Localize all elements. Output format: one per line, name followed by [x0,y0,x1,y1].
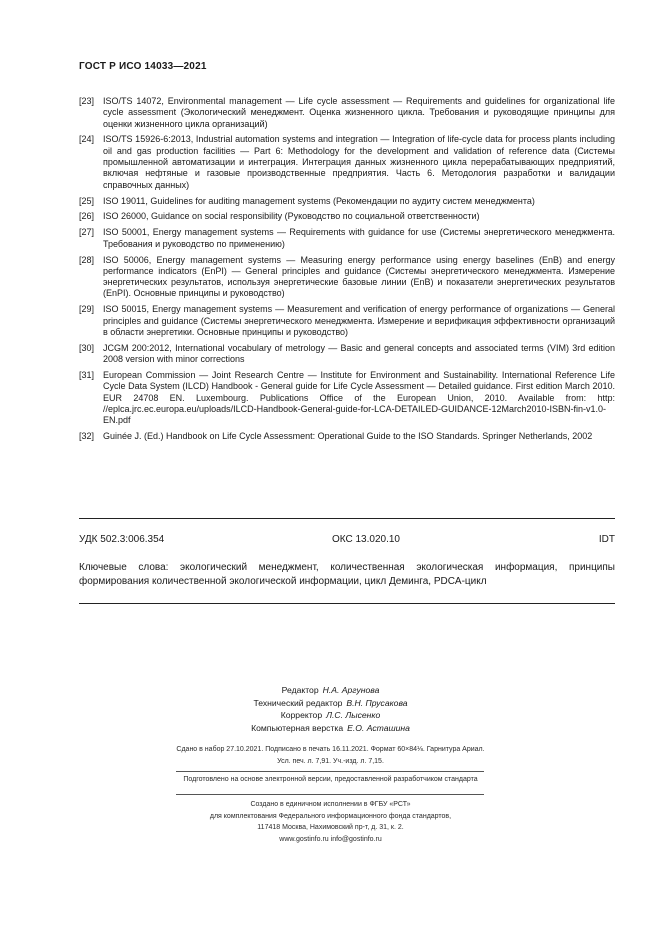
reference-number: [31] [79,369,95,380]
reference-number: [32] [79,431,95,442]
tech-editor-name: В.Н. Прусакова [346,697,408,708]
reference-item [79,134,615,190]
reference-number: [23] [79,96,95,106]
idt-mark: IDT [598,534,615,545]
reference-text: Guinée J. (Ed.) Handbook on Life Cycle Assessment: Operational Guide to the ISO Standards. Springer Netherlands, 2002 [103,431,593,442]
publisher-line: для комплектования Федерального информационного фонда стандартов, [209,812,452,820]
reference-text: ISO 26000, Guidance on social responsibility (Руководство по социальной ответственности) [103,211,480,222]
reference-number: [29] [79,304,95,315]
corrector-name: Л.С. Лысенко [326,710,381,721]
classification-row [79,534,615,547]
reference-text: ISO 50006, Energy management systems — Measuring energy performance using energy baselines (EnB) and energy performance indicators (EnPI) — General principles and guidance (Системы энергетического менеджмента. Измерение энергетических результатов, используя энергетические базовые линии (EnB) и показатели энергетических результатов (EnPI). Основные принципы и руководство) [103,254,615,299]
reference-text: ISO 50015, Energy management systems — Measurement and verification of energy performance of organizations — General principles and guidance (Системы энергетического менеджмента. Измерение и верификация эффективности организаций в области энергетики. Основные принципы и руководство) [103,304,615,337]
publisher-line: www.gostinfo.ru info@gostinfo.ru [279,835,382,843]
reference-text: ISO 50001, Energy management systems — Requirements with guidance for use (Системы энергетического менеджмента. Требования и руководство по применению) [103,227,615,249]
reference-number: [30] [79,342,95,353]
reference-item [79,227,615,250]
reference-item [79,370,615,426]
document-header: ГОСТ Р ИСО 14033—2021 [79,61,207,72]
reference-number: [24] [79,134,95,145]
reference-text: European Commission — Joint Research Centre — Institute for Environment and Sustainability. International Reference Life Cycle Data System (ILCD) Handbook - General guide for Life Cycle Assessment — Detailed guidance. First edition March 2010. EUR 24708 EN. Luxembourg. Publications Office of the European Union, 2010. Available from: http: //eplca.jrc.ec.europa.eu/uploads/ILCD-Handbook-General-guide-for-LCA-DETAILED-GUIDANCE-12March2010-ISBN-fin-v1.0-EN.pdf [103,369,615,426]
divider-thin [176,794,484,795]
corrector-row [0,709,661,722]
reference-item [79,96,615,130]
publisher-info [0,799,661,845]
imprint-line: Сдано в набор 27.10.2021. Подписано в печать 16.11.2021. Формат 60×84⅛. Гарнитура Ариал. [176,746,485,753]
layout-label: Компьютерная верстка [251,722,344,733]
reference-number: [26] [79,211,95,222]
reference-number: [27] [79,227,95,238]
reference-text: ISO 19011, Guidelines for auditing management systems (Рекомендации по аудиту систем менеджмента) [103,195,535,206]
editor-label: Редактор [281,685,319,695]
tech-editor-label: Технический редактор [253,697,343,708]
imprint-line: Усл. печ. л. 7,91. Уч.-изд. л. 7,15. [277,758,384,765]
reference-number: [25] [79,195,95,206]
layout-name: Е.О. Асташина [347,722,410,733]
reference-text: JCGM 200:2012, International vocabulary of metrology — Basic and general concepts and associated terms (VIM) 3rd edition 2008 version with minor corrections [103,342,615,365]
bibliography-list [79,96,615,447]
keywords: Ключевые слова: экологический менеджмент, количественная экологическая информация, принципы формирования количественной экологической информации, цикл Деминга, PDCA-цикл [79,562,615,587]
reference-item [79,431,615,442]
imprint [0,744,661,768]
divider-bottom [79,603,615,604]
udk-code: УДК 502.3:006.354 [79,534,165,545]
oks-code: ОКС 13.020.10 [332,534,400,545]
publisher-line: 117418 Москва, Нахимовский пр-т, д. 31, к. 2. [257,824,404,831]
reference-item [79,196,615,207]
reference-number: [28] [79,254,95,265]
reference-item [79,211,615,222]
reference-text: ISO/TS 15926-6:2013, Industrial automation systems and integration — Integration of life-cycle data for process plants including oil and gas production facilities — Part 6: Methodology for the development and validation of reference data (Системы промышленной автоматизации и интеграция. Интеграция данных жизненного цикла перерабатывающих предприятий, включая нефтяные и газовые производственные предприятия. Часть 6. Методология разработки и валидации справочных данных) [103,134,615,190]
editor-row [0,684,661,697]
layout-row [0,722,661,735]
reference-item [79,255,615,300]
corrector-label: Корректор [280,710,323,721]
editorial-staff [0,684,661,734]
reference-text: ISO/TS 14072, Environmental management — Life cycle assessment — Requirements and guidelines for organizational life cycle assessment (Экологический менеджмент. Оценка жизненного цикла. Требования и руководящие принципы для оценки жизненного цикла организаций) [103,96,615,129]
reference-item [79,304,615,338]
divider-thin [176,771,484,772]
prepared-note: Подготовлено на основе электронной версии, предоставленной разработчиком стандарта [183,776,478,783]
tech-editor-row [0,697,661,710]
reference-item [79,343,615,366]
editor-name: Н.А. Аргунова [322,685,380,695]
divider-top [79,518,615,519]
publisher-line: Создано в единичном исполнении в ФГБУ «РСТ» [250,801,411,808]
